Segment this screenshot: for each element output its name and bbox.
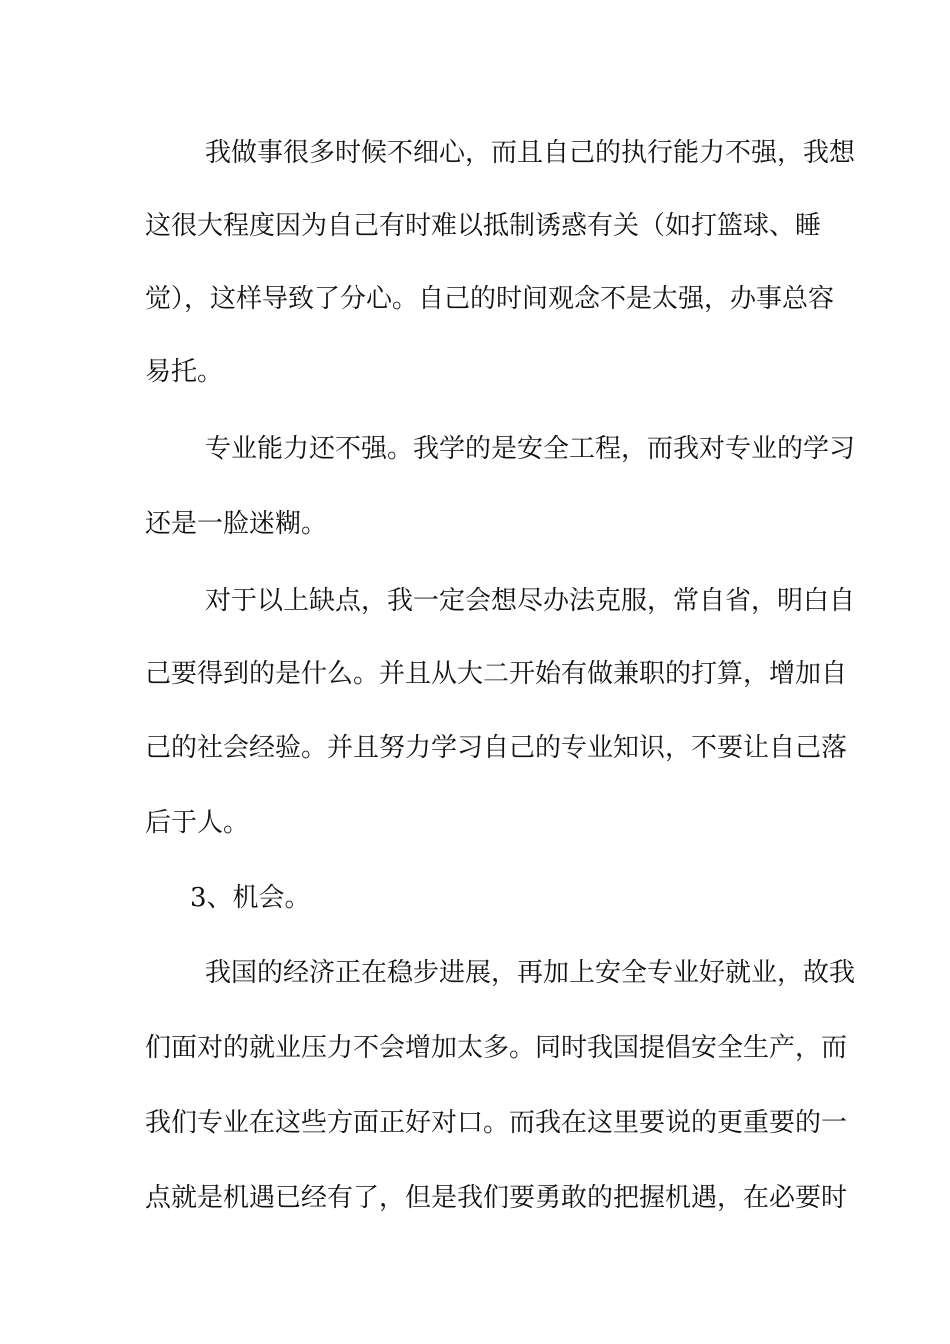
section-heading: 3、机会。 — [190, 883, 311, 913]
text-line: 觉），这样导致了分心。自己的时间观念不是太强，办事总容 — [145, 284, 835, 314]
text-line: 专业能力还不强。我学的是安全工程，而我对专业的学习 — [205, 434, 856, 464]
text-line: 己的社会经验。并且努力学习自己的专业知识，不要让自己落 — [145, 733, 848, 763]
text-line: 我做事很多时候不细心，而且自己的执行能力不强，我想 — [205, 138, 856, 168]
text-line: 点就是机遇已经有了，但是我们要勇敢的把握机遇，在必要时 — [145, 1183, 848, 1213]
text-line: 己要得到的是什么。并且从大二开始有做兼职的打算，增加自 — [145, 659, 848, 689]
text-line: 后于人。 — [145, 808, 250, 838]
text-line: 还是一脸迷糊。 — [145, 509, 328, 539]
text-line: 对于以上缺点，我一定会想尽办法克服，常自省，明白自 — [205, 586, 856, 616]
text-line: 我们专业在这些方面正好对口。而我在这里要说的更重要的一 — [145, 1108, 848, 1138]
text-line: 我国的经济正在稳步进展，再加上安全专业好就业，故我 — [205, 958, 856, 988]
text-line: 这很大程度因为自己有时难以抵制诱惑有关（如打篮球、睡 — [145, 211, 822, 241]
text-line: 们面对的就业压力不会增加太多。同时我国提倡安全生产，而 — [145, 1033, 848, 1063]
text-line: 易托。 — [145, 357, 224, 387]
